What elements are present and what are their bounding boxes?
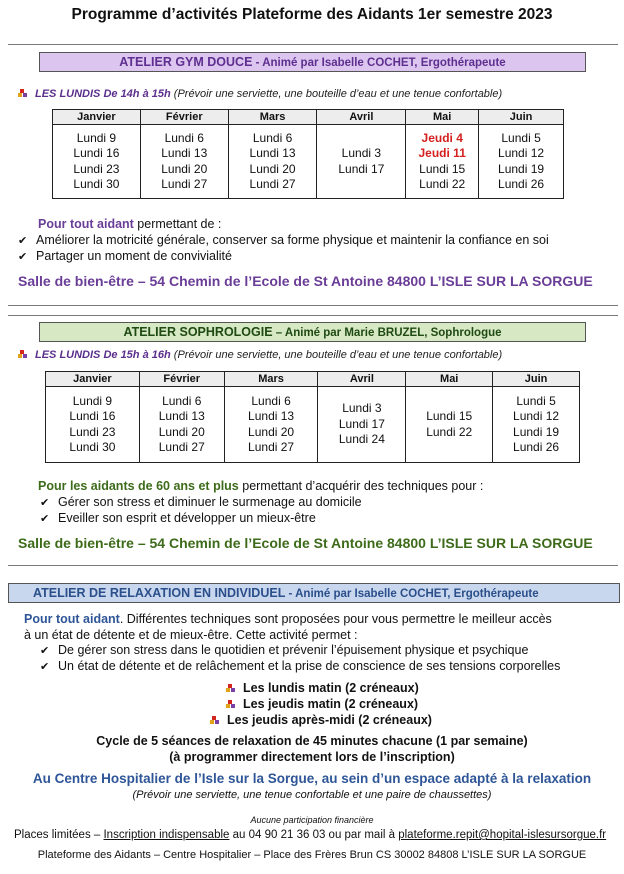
- check-icon: ✔: [40, 513, 50, 525]
- sophro-dates: Lundi 5 Lundi 12 Lundi 19 Lundi 26: [513, 393, 560, 454]
- bullet-icon: [210, 716, 219, 725]
- sophro-month-header: Mars: [224, 372, 318, 387]
- gym-dates-cell: [317, 125, 406, 199]
- gym-month-header: Janvier: [53, 110, 141, 125]
- relax-intro-bold: Pour tout aidant: [24, 612, 120, 626]
- relax-intro-line2: à un état de détente et de mieux-être. Cette activité permet :: [24, 628, 358, 642]
- gym-audience-bold: Pour tout aidant: [38, 217, 134, 231]
- sophro-dates-cell: [493, 387, 580, 463]
- sophro-audience: [38, 479, 483, 493]
- relax-benefit-item: [40, 659, 560, 673]
- sophro-schedule-label: LES LUNDIS De 15h à 16h: [35, 349, 171, 361]
- relax-slot-label: Les jeudis après-midi (2 créneaux): [227, 713, 432, 727]
- relax-benefit-text: Un état de détente et de relâchement et la prise de conscience de ses tensions corporelles: [58, 659, 561, 673]
- sophro-audience-bold: Pour les aidants de 60 ans et plus: [38, 479, 239, 493]
- sophro-dates: Lundi 9 Lundi 16 Lundi 23 Lundi 30: [69, 393, 116, 454]
- sophro-month-header: Avril: [318, 372, 406, 387]
- relax-intro: [24, 611, 552, 627]
- places-prefix: Places limitées –: [14, 829, 104, 841]
- relax-benefit-text: De gérer son stress dans le quotidien et prévenir l’épuisement physique et psychique: [58, 643, 529, 657]
- gym-month-header: Avril: [317, 110, 406, 125]
- gym-month-header: Juin: [479, 110, 564, 125]
- gym-schedule-label: LES LUNDIS De 14h à 15h: [35, 88, 171, 100]
- gym-date-highlight: Jeudi 4: [421, 130, 463, 145]
- gym-benefit-text: Partager un moment de convivialité: [36, 249, 232, 263]
- gym-schedule-note: (Prévoir une serviette, une bouteille d’eau et une tenue confortable): [170, 88, 503, 100]
- gym-benefit-item: [18, 233, 549, 247]
- gym-dates: Lundi 3 Lundi 17: [338, 146, 385, 176]
- phone-text: au 04 90 21 36 03 ou par mail à: [229, 829, 399, 841]
- check-icon: ✔: [40, 497, 50, 509]
- sophro-benefit-item: [40, 495, 362, 509]
- gym-benefit-text: Améliorer la motricité générale, conserver sa forme physique et maintenir la confiance en soi: [36, 233, 549, 247]
- gym-month-header: Février: [140, 110, 228, 125]
- bullet-icon: [18, 89, 27, 98]
- sophro-month-header: Juin: [493, 372, 580, 387]
- bullet-icon: [18, 350, 27, 359]
- relax-banner-title: ATELIER DE RELAXATION EN INDIVIDUEL: [33, 586, 286, 600]
- sophro-dates: Lundi 3 Lundi 17 Lundi 24: [338, 401, 385, 447]
- sophro-month-header: Mai: [406, 372, 493, 387]
- relax-cycle-line2: (à programmer directement lors de l’inscription): [169, 750, 455, 764]
- gym-location: Salle de bien-être – 54 Chemin de l’Ecole de St Antoine 84800 L’ISLE SUR LA SORGUE: [18, 273, 593, 289]
- gym-schedule: [18, 88, 502, 100]
- gym-dates-cell: [479, 125, 564, 199]
- relax-intro-line1: . Différentes techniques sont proposées pour vous permettre le meilleur accès: [119, 612, 552, 626]
- relax-place-note: (Prévoir une serviette, une tenue confortable et une paire de chaussettes): [132, 789, 492, 801]
- gym-banner-title: ATELIER GYM DOUCE: [119, 55, 253, 69]
- sophro-month-header: Février: [139, 372, 224, 387]
- gym-dates: Lundi 5 Lundi 12 Lundi 19 Lundi 26: [498, 130, 545, 191]
- sophro-benefit-item: [40, 511, 316, 525]
- relax-place: Au Centre Hospitalier de l’Isle sur la Sorgue, au sein d’un espace adapté à la relaxation: [32, 771, 592, 786]
- bullet-icon: [226, 700, 235, 709]
- sophro-banner: [39, 322, 586, 342]
- relax-slot: [226, 697, 418, 711]
- relax-banner: [8, 583, 620, 603]
- sophro-dates: Lundi 6 Lundi 13 Lundi 20 Lundi 27: [248, 393, 295, 454]
- gym-audience-rest: permettant de :: [133, 217, 222, 231]
- sophro-benefit-text: Gérer son stress et diminuer le surmenage au domicile: [58, 495, 362, 509]
- bullet-icon: [226, 684, 235, 693]
- gym-dates: Lundi 9 Lundi 16 Lundi 23 Lundi 30: [73, 130, 120, 191]
- address-line: Plateforme des Aidants – Centre Hospitalier – Place des Frères Brun CS 30002 84808 L’ISLE SUR LA SORGUE: [37, 849, 587, 861]
- sophro-schedule: [18, 349, 502, 361]
- sophro-dates-cell: [46, 387, 140, 463]
- sophro-dates-cell: [224, 387, 318, 463]
- gym-dates: Lundi 6 Lundi 13 Lundi 20 Lundi 27: [161, 130, 208, 191]
- check-icon: ✔: [18, 251, 28, 263]
- email-link[interactable]: plateforme.repit@hopital-islesursorgue.fr: [398, 829, 607, 841]
- relax-benefit-item: [40, 643, 528, 657]
- sophro-banner-subtitle: – Animé par Marie BRUZEL, Sophrologue: [272, 327, 502, 339]
- sophro-dates: Lundi 15 Lundi 22: [426, 409, 473, 439]
- gym-dates-cell: [53, 125, 141, 199]
- check-icon: ✔: [40, 661, 50, 673]
- gym-audience: [38, 217, 221, 231]
- relax-cycle-line1: Cycle de 5 séances de relaxation de 45 minutes chacune (1 par semaine): [96, 734, 528, 748]
- sophro-dates: Lundi 6 Lundi 13 Lundi 20 Lundi 27: [158, 393, 205, 454]
- check-icon: ✔: [40, 645, 50, 657]
- sophro-dates-cell: [318, 387, 406, 463]
- gym-month-header: Mars: [228, 110, 317, 125]
- sophro-dates-cell: [139, 387, 224, 463]
- gym-dates-cell-mai: [406, 125, 479, 199]
- gym-benefit-item: [18, 249, 232, 263]
- participation-note: Aucune participation financière: [250, 815, 374, 825]
- gym-dates: Lundi 6 Lundi 13 Lundi 20 Lundi 27: [249, 130, 296, 191]
- page-title: Programme d’activités Plateforme des Aidants 1er semestre 2023: [71, 6, 553, 23]
- sophro-benefit-text: Eveiller son esprit et développer un mieux-être: [58, 511, 316, 525]
- relax-slot: [226, 681, 419, 695]
- sophro-month-header: Janvier: [46, 372, 140, 387]
- gym-month-header: Mai: [406, 110, 479, 125]
- relax-slot-label: Les jeudis matin (2 créneaux): [243, 697, 419, 711]
- sophro-banner-title: ATELIER SOPHROLOGIE: [123, 325, 273, 339]
- gym-dates-cell: [140, 125, 228, 199]
- gym-dates-cell: [228, 125, 317, 199]
- gym-calendar: [52, 109, 564, 199]
- gym-banner-subtitle: - Animé par Isabelle COCHET, Ergothérapeute: [252, 57, 506, 69]
- sophro-calendar: [45, 371, 580, 463]
- relax-slot-label: Les lundis matin (2 créneaux): [243, 681, 419, 695]
- contact-line: [14, 829, 606, 841]
- sophro-location: Salle de bien-être – 54 Chemin de l’Ecole de St Antoine 84800 L’ISLE SUR LA SORGUE: [18, 535, 593, 551]
- gym-date-highlight: Jeudi 11: [418, 146, 466, 160]
- gym-date: Lundi 22: [419, 177, 466, 191]
- sophro-audience-rest: permettant d’acquérir des techniques pour :: [238, 479, 484, 493]
- sophro-schedule-note: (Prévoir une serviette, une bouteille d’eau et une tenue confortable): [170, 349, 503, 361]
- inscription-label: Inscription indispensable: [103, 829, 230, 841]
- relax-slot: [210, 713, 432, 727]
- check-icon: ✔: [18, 235, 28, 247]
- gym-banner: [39, 52, 586, 72]
- sophro-dates-cell: [406, 387, 493, 463]
- gym-date: Lundi 15: [419, 161, 466, 176]
- relax-banner-subtitle: - Animé par Isabelle COCHET, Ergothérapeute: [285, 588, 539, 600]
